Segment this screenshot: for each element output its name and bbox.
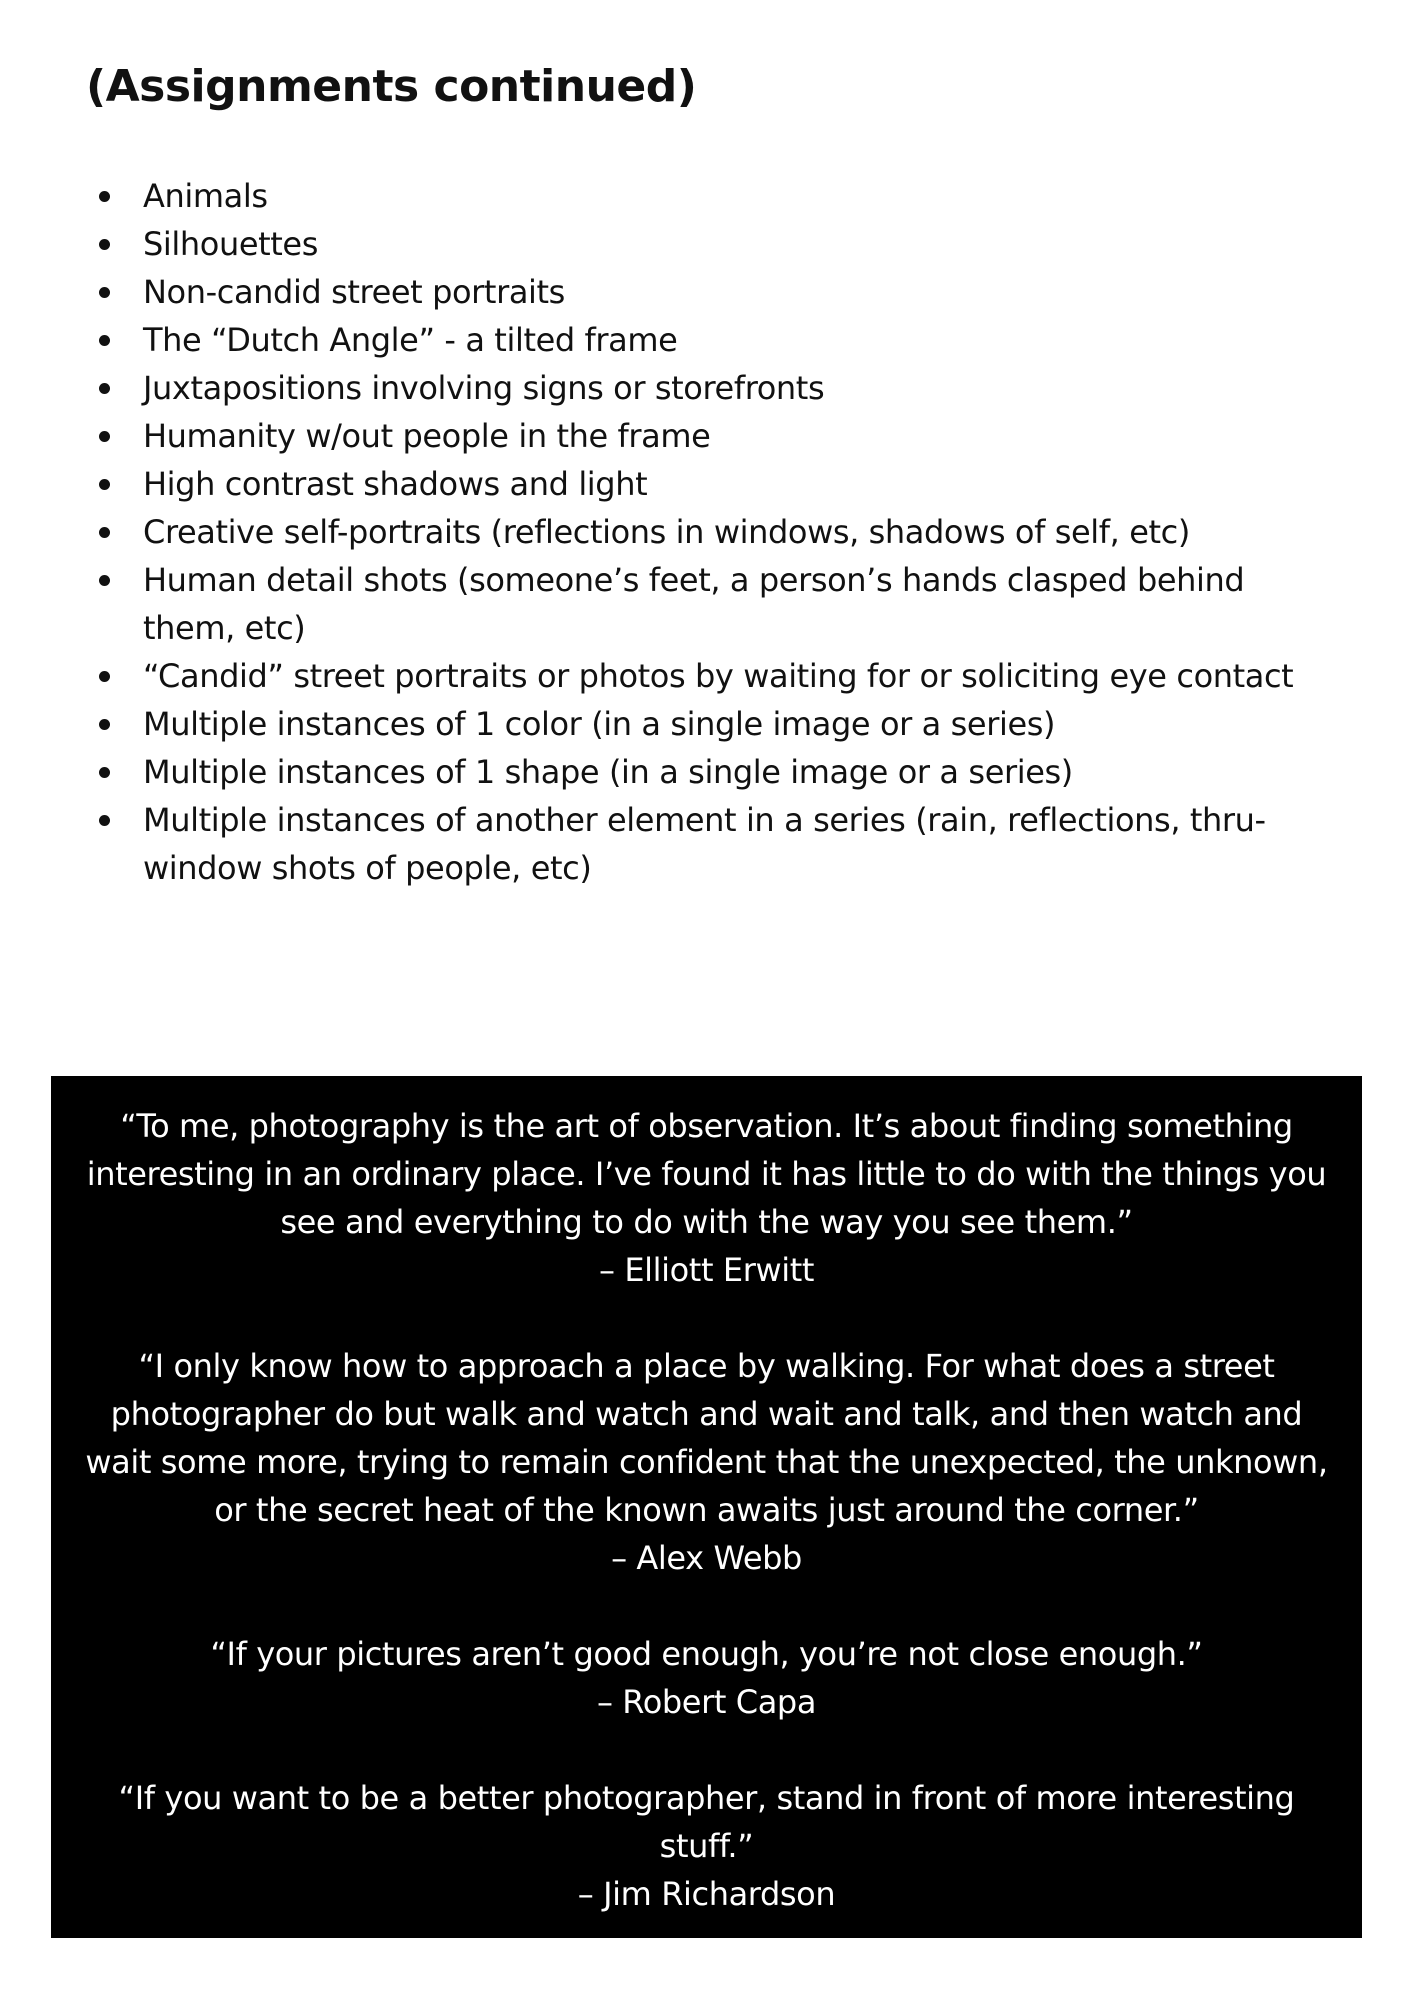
quote-block	[77, 1102, 1337, 1294]
list-item-text: Multiple instances of 1 shape (in a single image or a series)	[143, 753, 1073, 791]
quote-text: “If you want to be a better photographer, stand in front of more interesting stuff.”	[118, 1779, 1295, 1865]
bullet-icon	[99, 191, 110, 202]
list-item-text: Silhouettes	[143, 225, 318, 263]
list-item-text: Humanity w/out people in the frame	[143, 417, 711, 455]
quote-box	[51, 1076, 1362, 1938]
quote-attribution: – Jim Richardson	[577, 1875, 836, 1913]
quote-attribution: – Robert Capa	[596, 1683, 817, 1721]
list-item-text: High contrast shadows and light	[143, 465, 648, 503]
bullet-icon	[99, 431, 110, 442]
list-item	[86, 364, 1336, 412]
list-item	[86, 460, 1336, 508]
list-item-text: Multiple instances of another element in a series (rain, reflections, thru-window shots of people, etc)	[143, 801, 1266, 887]
quote-block	[77, 1342, 1337, 1582]
assignment-list	[86, 172, 1336, 892]
bullet-icon	[99, 719, 110, 730]
list-item-text: Human detail shots (someone’s feet, a person’s hands clasped behind them, etc)	[143, 561, 1245, 647]
list-item	[86, 268, 1336, 316]
quote-attribution: – Alex Webb	[611, 1539, 802, 1577]
list-item-text: Animals	[143, 177, 268, 215]
list-item	[86, 412, 1336, 460]
bullet-icon	[99, 575, 110, 586]
list-item-text: The “Dutch Angle” - a tilted frame	[143, 321, 678, 359]
list-item	[86, 700, 1336, 748]
quote-attribution: – Elliott Erwitt	[598, 1251, 815, 1289]
list-item	[86, 220, 1336, 268]
list-item	[86, 748, 1336, 796]
list-item-text: Multiple instances of 1 color (in a single image or a series)	[143, 705, 1056, 743]
list-item-text: “Candid” street portraits or photos by waiting for or soliciting eye contact	[143, 657, 1294, 695]
list-item-text: Juxtapositions involving signs or storefronts	[143, 369, 825, 407]
quote-block	[77, 1774, 1337, 1918]
list-item	[86, 796, 1336, 892]
list-item	[86, 172, 1336, 220]
page-title: (Assignments continued)	[86, 61, 697, 112]
bullet-icon	[99, 479, 110, 490]
quote-block	[77, 1630, 1337, 1726]
list-item-text: Creative self-portraits (reflections in windows, shadows of self, etc)	[143, 513, 1190, 551]
list-item-text: Non-candid street portraits	[143, 273, 565, 311]
bullet-icon	[99, 383, 110, 394]
bullet-icon	[99, 767, 110, 778]
quote-text: “To me, photography is the art of observation. It’s about finding something interesting in an ordinary place. I’ve found it has little to do with the things you see and everything to do with the way you see them.”	[86, 1107, 1327, 1241]
list-item	[86, 508, 1336, 556]
list-item	[86, 556, 1336, 652]
quote-text: “If your pictures aren’t good enough, you’re not close enough.”	[210, 1635, 1203, 1673]
bullet-icon	[99, 335, 110, 346]
bullet-icon	[99, 239, 110, 250]
bullet-icon	[99, 815, 110, 826]
list-item	[86, 316, 1336, 364]
bullet-icon	[99, 671, 110, 682]
quote-text: “I only know how to approach a place by walking. For what does a street photographer do but walk and watch and wait and talk, and then watch and wait some more, trying to remain confident that the unexpected, the unknown, or the secret heat of the known awaits just around the corner.”	[85, 1347, 1328, 1529]
bullet-icon	[99, 527, 110, 538]
list-item	[86, 652, 1336, 700]
bullet-icon	[99, 287, 110, 298]
